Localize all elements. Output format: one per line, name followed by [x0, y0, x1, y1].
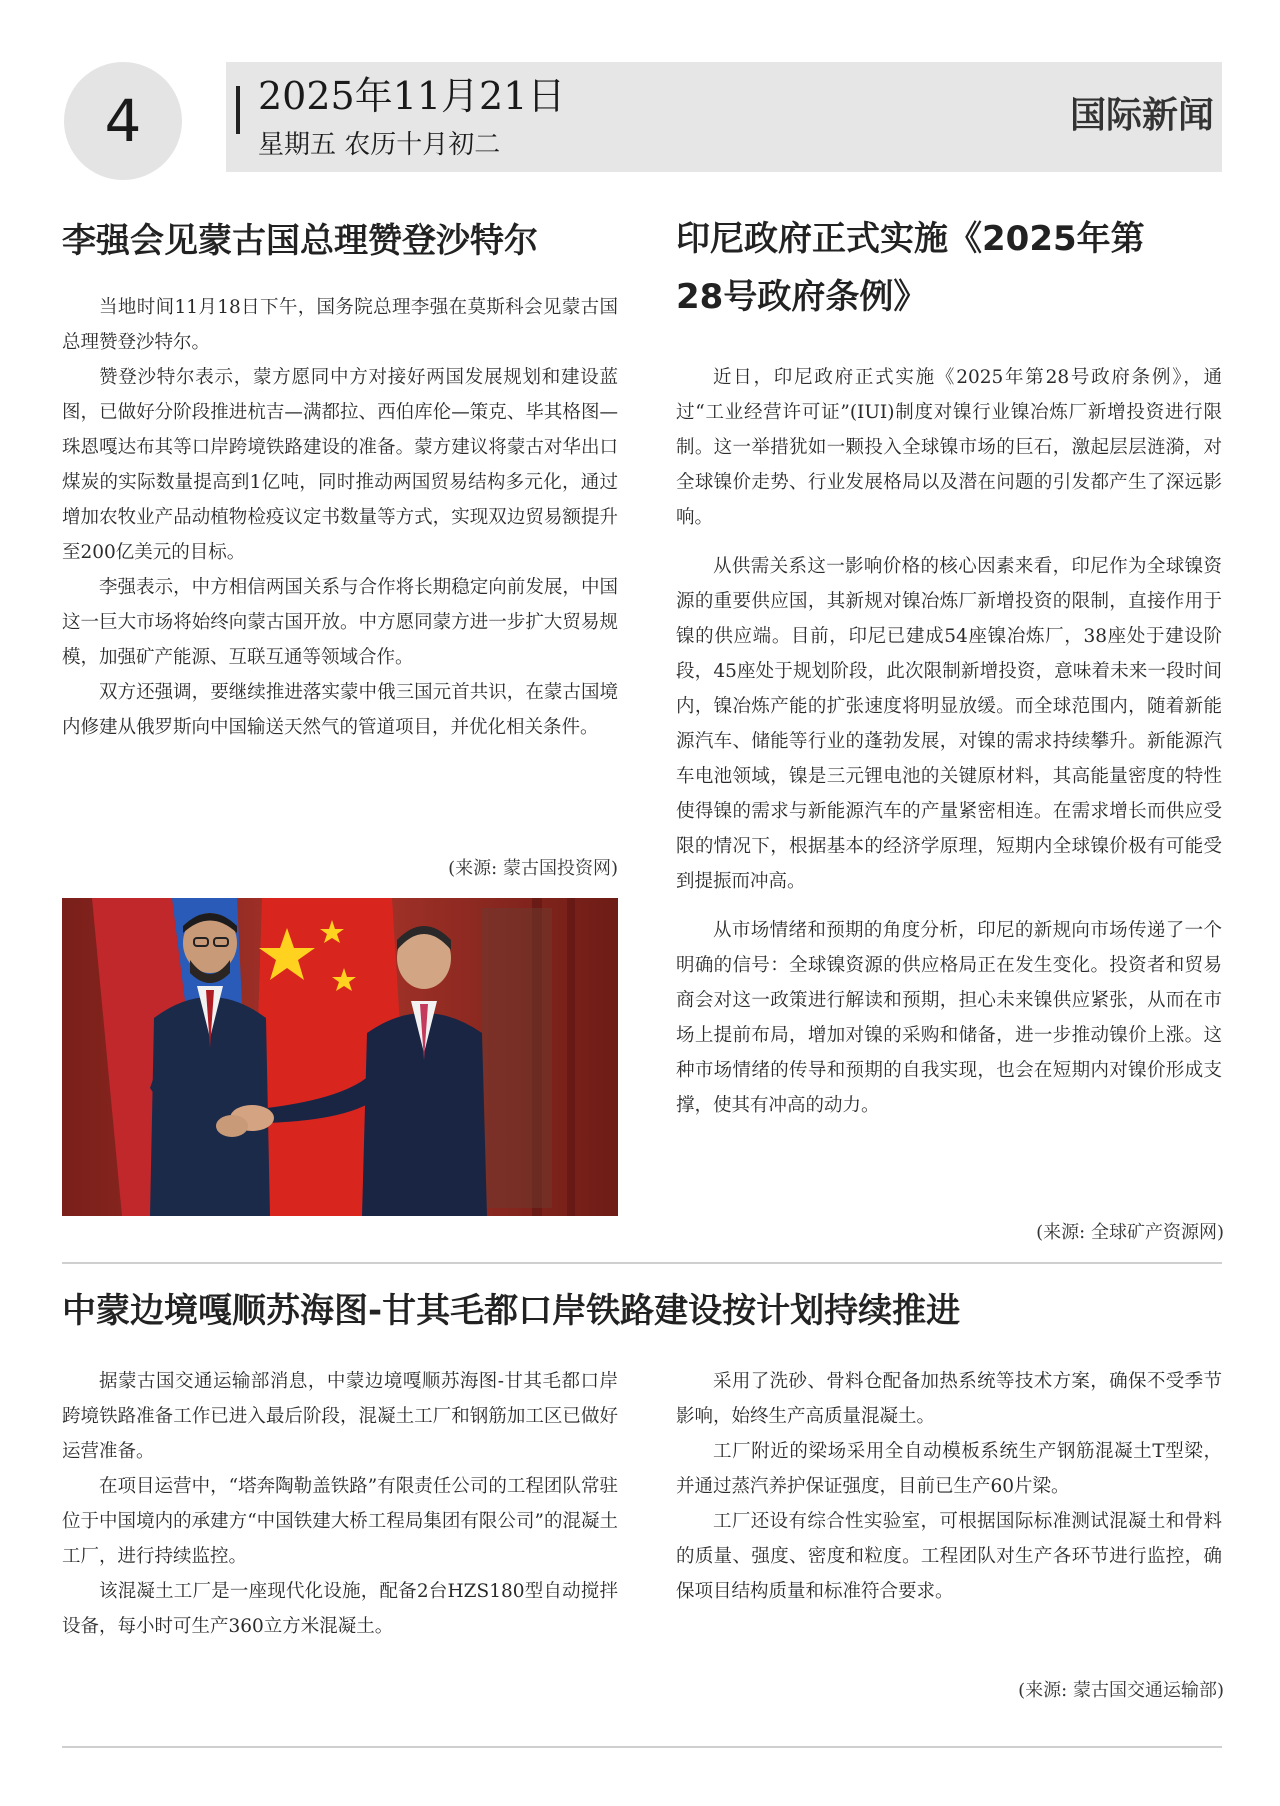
section-divider	[62, 1262, 1222, 1264]
article2-paragraph: 从供需关系这一影响价格的核心因素来看，印尼作为全球镍资源的重要供应国，其新规对镍冶炼厂新增投资的限制，直接作用于镍的供应端。目前，印尼已建成54座镍冶炼厂，38座处于建设阶段，45座处于规划阶段，此次限制新增投资，意味着未来一段时间内，镍冶炼产能的扩张速度将明显放缓。而全球范围内，随着新能源汽车、储能等行业的蓬勃发展，对镍的需求持续攀升。新能源汽车电池领域，镍是三元锂电池的关键原材料，其高能量密度的特性使得镍的需求与新能源汽车的产量紧密相连。在需求增长而供应受限的情况下，根据基本的经济学原理，短期内全球镍价极有可能受到提振而冲高。	[676, 556, 1222, 892]
article2-title	[676, 210, 1236, 326]
article3-paragraph: 据蒙古国交通运输部消息，中蒙边境嘎顺苏海图-甘其毛都口岸跨境铁路准备工作已进入最后阶段，混凝土工厂和钢筋加工区已做好运营准备。	[62, 1371, 618, 1462]
article3-paragraph: 工厂还设有综合性实验室，可根据国际标准测试混凝土和骨料的质量、强度、密度和粒度。工程团队对生产各环节进行监控，确保项目结构质量和标准符合要求。	[676, 1511, 1222, 1602]
article2-title-line2: 28号政府条例》	[676, 277, 928, 317]
article3-title: 中蒙边境嘎顺苏海图-甘其毛都口岸铁路建设按计划持续推进	[62, 1291, 961, 1331]
article3-paragraph: 采用了洗砂、骨料仓配备加热系统等技术方案，确保不受季节影响，始终生产高质量混凝土。	[676, 1371, 1222, 1427]
page-number: 4	[64, 62, 182, 180]
weekday-lunar-date: 星期五 农历十月初二	[258, 130, 501, 160]
article1-title: 李强会见蒙古国总理赞登沙特尔	[62, 221, 538, 261]
article3-paragraph: 工厂附近的梁场采用全自动模板系统生产钢筋混凝土T型梁，并通过蒸汽养护保证强度，目前已生产60片梁。	[676, 1441, 1222, 1497]
article2-source: (来源: 全球矿产资源网)	[1036, 1222, 1224, 1243]
article1-source: (来源: 蒙古国投资网)	[448, 858, 618, 879]
bottom-divider	[62, 1746, 1222, 1748]
article3-body-right	[676, 1364, 1222, 1609]
article1-paragraph: 赞登沙特尔表示，蒙方愿同中方对接好两国发展规划和建设蓝图，已做好分阶段推进杭吉—满都拉、西伯库伦—策克、毕其格图—珠恩嘎达布其等口岸跨境铁路建设的准备。蒙方建议将蒙古对华出口煤炭的实际数量提高到1亿吨，同时推动两国贸易结构多元化，通过增加农牧业产品动植物检疫议定书数量等方式，实现双边贸易额提升至200亿美元的目标。	[62, 367, 618, 563]
section-title: 国际新闻	[1069, 95, 1214, 136]
article1-body	[62, 290, 618, 745]
meeting-photo	[62, 898, 618, 1216]
article1-paragraph: 李强表示，中方相信两国关系与合作将长期稳定向前发展，中国这一巨大市场将始终向蒙古国开放。中方愿同蒙方进一步扩大贸易规模，加强矿产能源、互联互通等领域合作。	[62, 577, 618, 668]
article2-paragraph: 从市场情绪和预期的角度分析，印尼的新规向市场传递了一个明确的信号：全球镍资源的供应格局正在发生变化。投资者和贸易商会对这一政策进行解读和预期，担心未来镍供应紧张，从而在市场上提前布局，增加对镍的采购和储备，进一步推动镍价上涨。这种市场情绪的传导和预期的自我实现，也会在短期内对镍价形成支撑，使其有冲高的动力。	[676, 920, 1222, 1116]
issue-date: 2025年11月21日	[258, 74, 566, 118]
header-rule	[236, 86, 240, 134]
article1-paragraph: 当地时间11月18日下午，国务院总理李强在莫斯科会见蒙古国总理赞登沙特尔。	[62, 297, 618, 353]
article3-paragraph: 该混凝土工厂是一座现代化设施，配备2台HZS180型自动搅拌设备，每小时可生产360立方米混凝土。	[62, 1581, 618, 1637]
article3-paragraph: 在项目运营中，“塔奔陶勒盖铁路”有限责任公司的工程团队常驻位于中国境内的承建方“中国铁建大桥工程局集团有限公司”的混凝土工厂，进行持续监控。	[62, 1476, 618, 1567]
article2-body	[676, 360, 1222, 1123]
article1-paragraph: 双方还强调，要继续推进落实蒙中俄三国元首共识，在蒙古国境内修建从俄罗斯向中国输送天然气的管道项目，并优化相关条件。	[62, 682, 618, 738]
article3-source: (来源: 蒙古国交通运输部)	[1018, 1680, 1224, 1701]
article3-body-left	[62, 1364, 618, 1644]
article2-paragraph: 近日，印尼政府正式实施《2025年第28号政府条例》，通过“工业经营许可证”(IUI)制度对镍行业镍冶炼厂新增投资进行限制。这一举措犹如一颗投入全球镍市场的巨石，激起层层涟漪，对全球镍价走势、行业发展格局以及潜在问题的引发都产生了深远影响。	[676, 367, 1222, 528]
article2-title-line1: 印尼政府正式实施《2025年第	[676, 219, 1145, 259]
